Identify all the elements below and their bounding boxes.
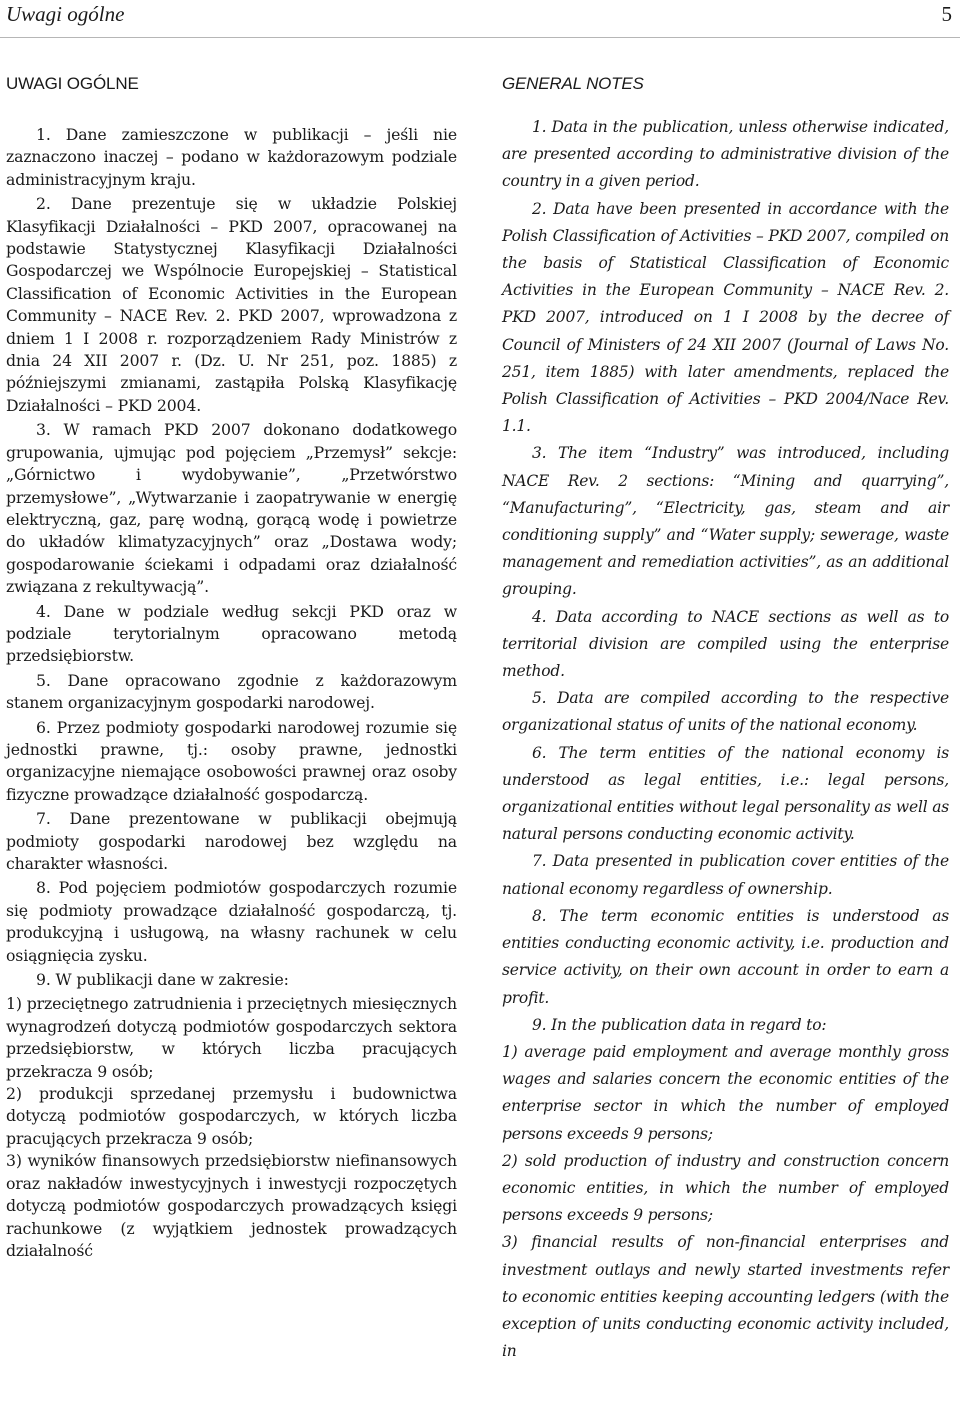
polish-subitem-2: 2) produkcji sprzedanej przemysłu i budownictwa dotyczą podmiotów gospodarczych, w których liczba pracujących przekracza 9 osób; [6, 1084, 457, 1148]
running-header [0, 0, 960, 38]
polish-note-2: 2. Dane prezentuje się w układzie Polskiej Klasyfikacji Działalności – PKD 2007, opracowanej na podstawie Statystycznej Klasyfikacji Działalności Gospodarczej we Wspólnocie Europejskiej – Statistical Classification of Economic Activities in the European Community – NACE Rev. 2. PKD 2007, wprowadzona z dniem 1 I 2008 r. rozporządzeniem Rady Ministrów z dnia 24 XII 2007 r. (Dz. U. Nr 251, poz. 1885) z późniejszymi zmianami, zastąpiła Polską Klasyfikację Działalności – PKD 2004. [6, 194, 457, 415]
english-note-9: 9. In the publication data in regard to: [532, 1015, 827, 1034]
english-note-6: 6. The term entities of the national economy is understood as legal entities, i.e.: legal persons, organizational entities without legal personality as well as natural persons conducting economic activity. [502, 743, 949, 844]
english-subitem-1: 1) average paid employment and average monthly gross wages and salaries concern the economic entities of the enterprise sector in which the number of employed persons exceeds 9 persons; [502, 1042, 949, 1143]
polish-note-7: 7. Dane prezentowane w publikacji obejmują podmioty gospodarki narodowej bez względu na charakter własności. [6, 809, 457, 873]
polish-note-9: 9. W publikacji dane w zakresie: [36, 970, 289, 990]
polish-note-5: 5. Dane opracowano zgodnie z każdorazowym stanem organizacyjnym gospodarki narodowej. [6, 670, 457, 713]
english-note-7: 7. Data presented in publication cover entities of the national economy regardless of ownership. [502, 852, 949, 898]
polish-note-6: 6. Przez podmioty gospodarki narodowej rozumie się jednostki prawne, tj.: osoby prawne, jednostki organizacyjne niemające osobowości prawnej oraz osoby fizyczne prowadzące działalność gospodarczą. [6, 717, 457, 804]
polish-note-3: 3. W ramach PKD 2007 dokonano dodatkowego grupowania, ujmując pod pojęciem „Przemysł” sekcje: „Górnictwo i wydobywanie”, „Przetwórstwo przemysłowe”, „Wytwarzanie i zaopatrywanie w energię elektryczną, gaz, parę wodną, gorącą wodę i powietrze do układów klimatyzacyjnych” oraz „Dostawa wody; gospodarowanie ściekami i odpadami oraz działalność związana z rekultywacją”. [6, 420, 457, 597]
english-note-5: 5. Data are compiled according to the respective organizational status of units of the national economy. [502, 689, 949, 735]
english-heading: GENERAL NOTES [502, 74, 644, 93]
english-column [502, 72, 949, 1365]
polish-column [6, 72, 457, 1262]
running-header-title: Uwagi ogólne [6, 2, 125, 26]
english-note-4: 4. Data according to NACE sections as well as to territorial division are compiled using the enterprise method. [502, 607, 949, 681]
english-note-1: 1. Data in the publication, unless otherwise indicated, are presented according to administrative division of the country in a given period. [502, 118, 949, 191]
polish-subitem-3: 3) wyników finansowych przedsiębiorstw niefinansowych oraz nakładów inwestycyjnych i inwestycji rozpoczętych dotyczą podmiotów gospodarczych prowadzących księgi rachunkowe (z wyjątkiem jednostek prowadzących działalność [6, 1151, 457, 1260]
polish-subitem-1: 1) przeciętnego zatrudnienia i przeciętnych miesięcznych wynagrodzeń dotyczą podmiotów gospodarczych sektora przedsiębiorstw, w których liczba pracujących przekracza 9 osób; [6, 994, 457, 1081]
english-subitem-3: 3) financial results of non-financial enterprises and investment outlays and newly started investments refer to economic entities keeping accounting ledgers (with the exception of units conducting economic activity included, in [502, 1233, 949, 1361]
polish-note-4: 4. Dane w podziale według sekcji PKD oraz w podziale terytorialnym opracowano metodą przedsiębiorstw. [6, 601, 457, 666]
polish-heading: UWAGI OGÓLNE [6, 74, 139, 93]
page-number: 5 [941, 2, 952, 26]
english-subitem-2: 2) sold production of industry and construction concern economic entities, in which the number of employed persons exceeds 9 persons; [502, 1151, 949, 1225]
english-note-8: 8. The term economic entities is understood as entities conducting economic activity, i.e. production and service activity, on their own account in order to earn a profit. [502, 906, 949, 1007]
english-note-2: 2. Data have been presented in accordance with the Polish Classification of Activities – PKD 2007, compiled on the basis of Statistical Classification of Economic Activities in the European Community – NACE Rev. 2. PKD 2007, introduced on 1 I 2008 by the decree of Council of Ministers of 24 XII 2007 (Journal of Laws No. 251, item 1885) with later amendments, replaced the Polish Classification of Activities – PKD 2004/Nace Rev. 1.1. [502, 199, 949, 436]
polish-note-1: 1. Dane zamieszczone w publikacji – jeśli nie zaznaczono inaczej – podano w każdorazowym podziale administracyjnym kraju. [6, 125, 457, 189]
polish-note-8: 8. Pod pojęciem podmiotów gospodarczych rozumie się podmioty prowadzące działalność gospodarczą, tj. produkcyjną i usługową, na własny rachunek w celu osiągnięcia zysku. [6, 878, 457, 965]
english-note-3: 3. The item “Industry” was introduced, including NACE Rev. 2 sections: “Mining and quarrying”, “Manufacturing”, “Electricity, gas, steam and air conditioning supply” and “Water supply; sewerage, waste management and remediation activities”, as an additional grouping. [502, 444, 949, 599]
